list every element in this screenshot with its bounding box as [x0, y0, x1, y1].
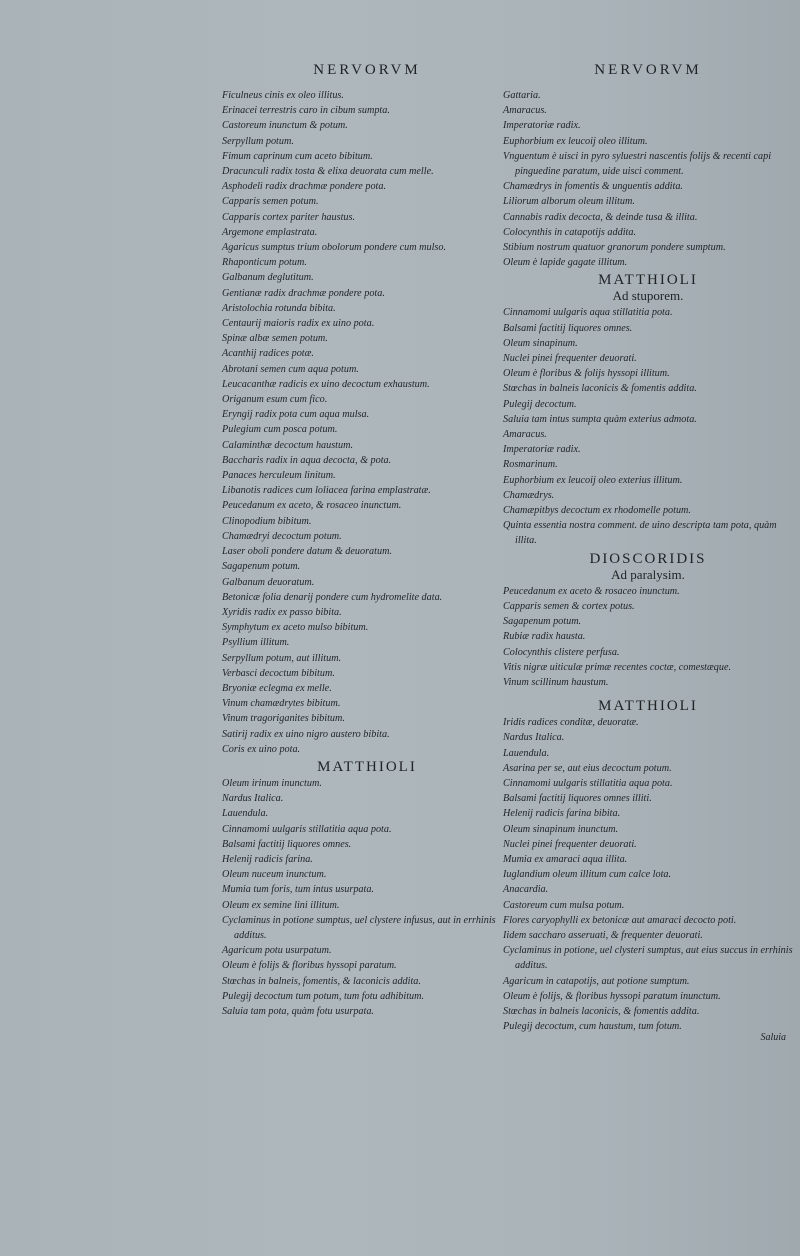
section-heading-matthioli-left: MATTHIOLI [317, 758, 417, 775]
remedy-entry: Vinum tragoriganites bibitum. [222, 713, 345, 725]
remedy-entry: Oleum è folijs & floribus hyssopi paratum. [222, 960, 397, 972]
remedy-entry: Pulegij decoctum, cum haustum, tum fotum. [503, 1021, 682, 1033]
remedy-entry: Clinopodium bibitum. [222, 515, 312, 527]
remedy-entry: Laser oboli pondere datum & deuoratum. [222, 546, 392, 558]
remedy-entry: Saluia tam intus sumpta quàm exterius admota. [503, 413, 697, 425]
remedy-entry: Panaces herculeum linitum. [222, 470, 336, 482]
remedy-entry: Balsami factitij liquores omnes. [503, 322, 633, 334]
remedy-entry: Sagapenum potum. [503, 616, 582, 628]
remedy-entry: Acanthij radices potæ. [222, 348, 314, 360]
remedy-entry: Betonicæ folia denarij pondere cum hydromelite data. [222, 591, 443, 603]
remedy-entry: Ficulneus cinis ex oleo illitus. [222, 90, 344, 101]
section-subheading-paralysis: Ad paralysim. [611, 566, 685, 582]
remedy-entry: Euphorbium ex leucoij oleo illitum. [503, 135, 648, 147]
remedy-entry: Centaurij maioris radix ex uino pota. [222, 318, 375, 330]
remedy-entry: Spinæ albæ semen potum. [222, 333, 328, 345]
remedy-entry: Vinum scillinum haustum. [503, 676, 609, 688]
remedy-entry: Agaricus sumptus trium obolorum pondere cum mulso. [222, 242, 447, 254]
remedy-entry: Symphytum ex aceto mulso bibitum. [222, 622, 369, 634]
remedy-entry: Capparis semen potum. [222, 196, 319, 208]
remedy-entry: Coris ex uino pota. [222, 743, 301, 755]
remedy-entry: Oleum irinum inunctum. [222, 777, 322, 789]
remedy-entry: Castoreum inunctum & potum. [222, 120, 348, 132]
remedy-entry: Balsami factitij liquores omnes illiti. [503, 793, 652, 805]
remedy-entry: Pulegij decoctum tum potum, tum fotu adhibitum. [222, 990, 425, 1002]
remedy-entry: Saluia tam pota, quàm fotu usurpata. [222, 1005, 374, 1017]
remedy-entry: Verbasci decoctum bibitum. [222, 667, 335, 679]
remedy-entry: Oleum è floribus & folijs hyssopi illitum. [503, 368, 670, 380]
remedy-entry: Nardus Italica. [503, 732, 565, 744]
remedy-list-paralysis [503, 584, 793, 690]
remedy-entry: Stœchas in balneis laconicis & fomentis addita. [503, 383, 697, 395]
remedy-entry: Capparis semen & cortex potus. [503, 600, 635, 612]
remedy-list-stupor [503, 305, 793, 548]
remedy-entry: Oleum nuceum inunctum. [222, 869, 327, 881]
remedy-entry: Castoreum cum mulsa potum. [503, 899, 625, 911]
remedy-entry: Lauendula. [503, 747, 550, 759]
remedy-entry: Vinum chamædrytes bibitum. [222, 698, 341, 710]
remedy-entry: Aristolochia rotunda bibita. [222, 302, 336, 314]
remedy-entry: Mumia tum foris, tum intus usurpata. [222, 884, 374, 896]
running-head-left: NERVORVM [313, 62, 421, 78]
remedy-entry: Bryoniæ eclegma ex melle. [222, 682, 332, 694]
remedy-entry: Argemone emplastrata. [222, 226, 318, 238]
remedy-entry: Oleum ex semine lini illitum. [222, 899, 340, 911]
left-column [222, 62, 512, 1019]
running-head-right: NERVORVM [594, 62, 702, 78]
remedy-entry: Stibium nostrum quatuor granorum pondere sumptum. [503, 242, 726, 254]
remedy-entry: Asarina per se, aut eius decoctum potum. [503, 762, 672, 774]
remedy-entry: Eryngij radix pota cum aqua mulsa. [222, 409, 370, 421]
remedy-entry: Helenij radicis farina. [222, 853, 313, 865]
remedy-entry: Galbanum deuoratum. [222, 576, 315, 588]
remedy-entry: Flores caryophylli ex betonicæ aut amaraci decocto poti. [503, 914, 737, 926]
remedy-entry: Iidem saccharo asseruati, & frequenter deuorati. [503, 929, 703, 941]
remedy-entry: Iuglandium oleum illitum cum calce lota. [503, 869, 672, 881]
remedy-entry: Calaminthæ decoctum haustum. [222, 439, 354, 451]
remedy-entry: Pulegium cum posca potum. [222, 424, 338, 436]
remedy-entry: Abrotani semen cum aqua potum. [222, 363, 359, 375]
remedy-entry: Nardus Italica. [222, 793, 284, 805]
remedy-entry: Oleum è lapide gagate illitum. [503, 257, 628, 269]
remedy-list-right [503, 88, 793, 270]
catchword: Saluia [760, 1032, 786, 1043]
remedy-entry: Cyclaminus in potione, uel clysteri sumptus, aut eius succus in errhinis additus. [503, 945, 793, 972]
remedy-entry: Amaracus. [503, 429, 547, 441]
remedy-entry: Colocynthis in catapotijs addita. [503, 226, 636, 238]
remedy-entry: Xyridis radix ex passo bibita. [222, 606, 342, 618]
remedy-entry: Chamæpitbys decoctum ex rhodomelle potum. [503, 505, 691, 517]
remedy-entry: Peucedanum ex aceto & rosaceo inunctum. [503, 585, 680, 597]
right-column [503, 62, 793, 1034]
remedy-entry: Stœchas in balneis, fomentis, & laconicis addita. [222, 975, 421, 987]
remedy-entry: Anacardia. [503, 884, 549, 896]
remedy-entry: Oleum è folijs, & floribus hyssopi paratum inunctum. [503, 990, 721, 1002]
remedy-entry: Satirij radix ex uino nigro austero bibita. [222, 728, 390, 740]
remedy-entry: Amaracus. [503, 105, 547, 117]
remedy-entry: Dracunculi radix tosta & elixa deuorata cum melle. [222, 166, 434, 178]
remedy-entry: Nuclei pinei frequenter deuorati. [503, 353, 637, 365]
remedy-entry: Lauendula. [222, 808, 269, 820]
remedy-entry: Fimum caprinum cum aceto bibitum. [222, 150, 373, 162]
remedy-entry: Galbanum deglutitum. [222, 272, 314, 284]
section-heading-dioscoridis: DIOSCORIDIS [589, 550, 707, 567]
remedy-list-matthioli-paralysis [503, 715, 793, 1034]
remedy-entry: Cinnamomi uulgaris stillatitia aqua pota. [222, 823, 392, 835]
remedy-entry: Nuclei pinei frequenter deuorati. [503, 838, 637, 850]
remedy-entry: Colocynthis clistere perfusa. [503, 646, 620, 658]
remedy-entry: Rosmarinum. [503, 459, 558, 471]
remedy-list-left [222, 88, 512, 757]
remedy-entry: Serpyllum potum, aut illitum. [222, 652, 342, 664]
remedy-entry: Leucacanthæ radicis ex uino decoctum exhaustum. [222, 378, 430, 390]
remedy-entry: Cannabis radix decocta, & deinde tusa & illita. [503, 211, 698, 223]
remedy-entry: Gentianæ radix drachmæ pondere pota. [222, 287, 385, 299]
remedy-entry: Gattaria. [503, 90, 541, 101]
remedy-entry: Stœchas in balneis laconicis, & fomentis addita. [503, 1005, 700, 1017]
remedy-entry: Euphorbium ex leucoij oleo exterius illitum. [503, 474, 683, 486]
section-heading-matthioli-stupor: MATTHIOLI [598, 272, 698, 289]
remedy-entry: Pulegij decoctum. [503, 398, 577, 410]
remedy-entry: Oleum sinapinum inunctum. [503, 823, 619, 835]
remedy-entry: Chamædrys. [503, 489, 555, 501]
section-heading-matthioli-paralysis: MATTHIOLI [598, 698, 698, 715]
remedy-entry: Iridis radices conditæ, deuoratæ. [503, 717, 639, 729]
remedy-entry: Rubiæ radix hausta. [503, 631, 586, 643]
remedy-entry: Imperatoriæ radix. [503, 444, 581, 456]
remedy-entry: Balsami factitij liquores omnes. [222, 838, 352, 850]
remedy-entry: Quinta essentia nostra comment. de uino descripta tam pota, quàm illita. [503, 520, 777, 547]
remedy-entry: Libanotis radices cum loliacea farina emplastratæ. [222, 485, 431, 497]
remedy-entry: Liliorum alborum oleum illitum. [503, 196, 635, 208]
remedy-entry: Sagapenum potum. [222, 561, 301, 573]
remedy-entry: Imperatoriæ radix. [503, 120, 581, 132]
remedy-entry: Oleum sinapinum. [503, 337, 578, 349]
remedy-entry: Cyclaminus in potione sumptus, uel clystere infusus, aut in errhinis additus. [222, 914, 496, 941]
remedy-entry: Mumia ex amaraci aqua illita. [503, 853, 628, 865]
remedy-entry: Vitis nigræ uiticulæ primæ recentes coctæ, comestæque. [503, 661, 732, 673]
remedy-entry: Peucedanum ex aceto, & rosaceo inunctum. [222, 500, 402, 512]
remedy-entry: Chamædryi decoctum potum. [222, 530, 342, 542]
remedy-entry: Cinnamomi uulgaris aqua stillatitia pota. [503, 307, 673, 319]
remedy-entry: Origanum esum cum fico. [222, 394, 328, 406]
remedy-entry: Cinnamomi uulgaris stillatitia aqua pota. [503, 777, 673, 789]
remedy-entry: Rhaponticum potum. [222, 257, 307, 269]
remedy-entry: Serpyllum potum. [222, 135, 294, 147]
remedy-entry: Vnguentum è uisci in pyro syluestri nascentis folijs & recenti capi pinguedine paratum, uide uisci comment. [503, 150, 772, 178]
remedy-entry: Agaricum potu usurpatum. [222, 945, 332, 957]
remedy-entry: Capparis cortex pariter haustus. [222, 211, 356, 223]
remedy-list-matthioli-left [222, 776, 512, 1019]
section-subheading-stupor: Ad stuporem. [612, 288, 684, 304]
remedy-entry: Baccharis radix in aqua decocta, & pota. [222, 454, 392, 466]
remedy-entry: Erinacei terrestris caro in cibum sumpta. [222, 105, 390, 117]
remedy-entry: Psyllium illitum. [222, 637, 290, 649]
remedy-entry: Chamædrys in fomentis & unguentis addita. [503, 181, 683, 193]
remedy-entry: Asphodeli radix drachmæ pondere pota. [222, 181, 387, 193]
remedy-entry: Helenij radicis farina bibita. [503, 808, 621, 820]
remedy-entry: Agaricum in catapotijs, aut potione sumptum. [503, 975, 690, 987]
